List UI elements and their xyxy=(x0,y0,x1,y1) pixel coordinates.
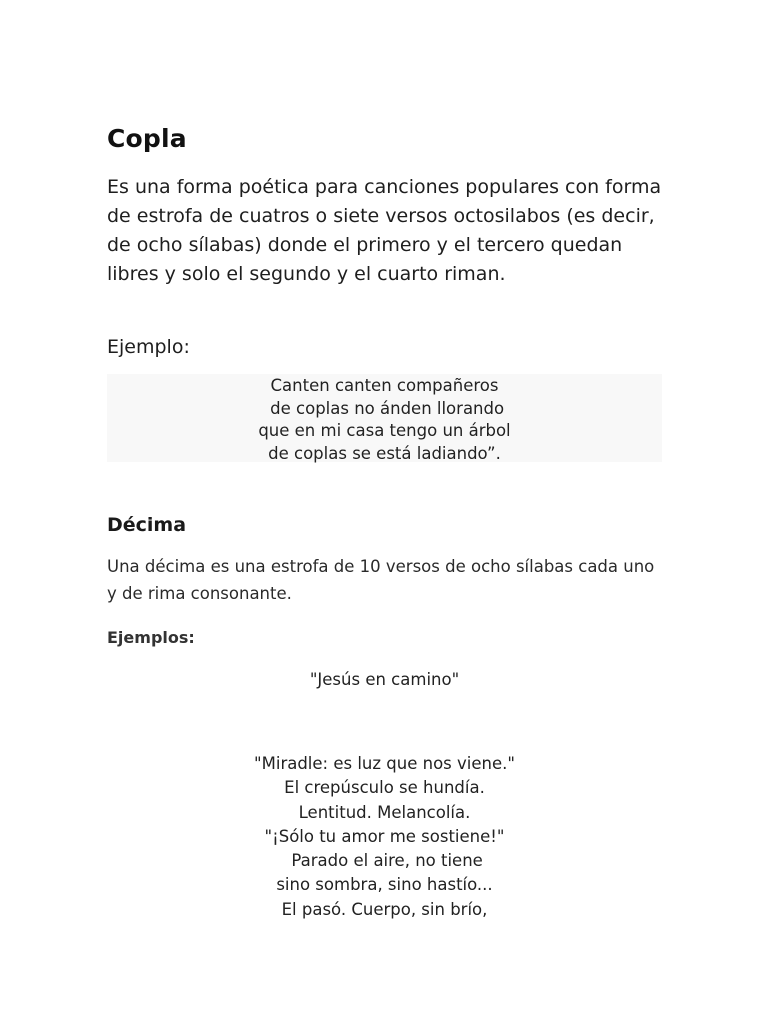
poem-line: Parado el aire, no tiene xyxy=(286,851,483,871)
poem-block xyxy=(107,752,662,922)
decima-heading: Décima xyxy=(107,514,187,536)
poem-line: sino sombra, sino hastío... xyxy=(276,875,493,895)
copla-example-line: de coplas se está ladiando”. xyxy=(268,443,501,463)
poem-line: El crepúsculo se hundía. xyxy=(284,778,485,798)
decima-description: Una décima es una estrofa de 10 versos de ocho sílabas cada uno y de rima consonante. xyxy=(107,557,655,603)
copla-example-line: Canten canten compañeros xyxy=(270,376,499,395)
decima-examples-label: Ejemplos: xyxy=(107,628,195,647)
copla-heading: Copla xyxy=(107,124,187,153)
poem-line: "¡Sólo tu amor me sostiene!" xyxy=(264,826,505,846)
copla-example-block xyxy=(107,374,662,462)
copla-example-line: de coplas no ánden llorando xyxy=(264,398,505,418)
copla-description: Es una forma poética para canciones populares con forma de estrofa de cuatros o siete versos octosilabos (es decir, de ocho sílabas) donde el primero y el tercero quedan libres y solo el segundo y el cuarto riman. xyxy=(107,176,662,285)
copla-example-line: que en mi casa tengo un árbol xyxy=(258,421,511,440)
poem-line: Lentitud. Melancolía. xyxy=(298,802,471,822)
poem-title: "Jesús en camino" xyxy=(309,670,460,689)
poem-line: El pasó. Cuerpo, sin brío, xyxy=(281,899,488,919)
copla-example-label: Ejemplo: xyxy=(107,336,190,358)
poem-line: "Miradle: es luz que nos viene." xyxy=(254,754,515,773)
